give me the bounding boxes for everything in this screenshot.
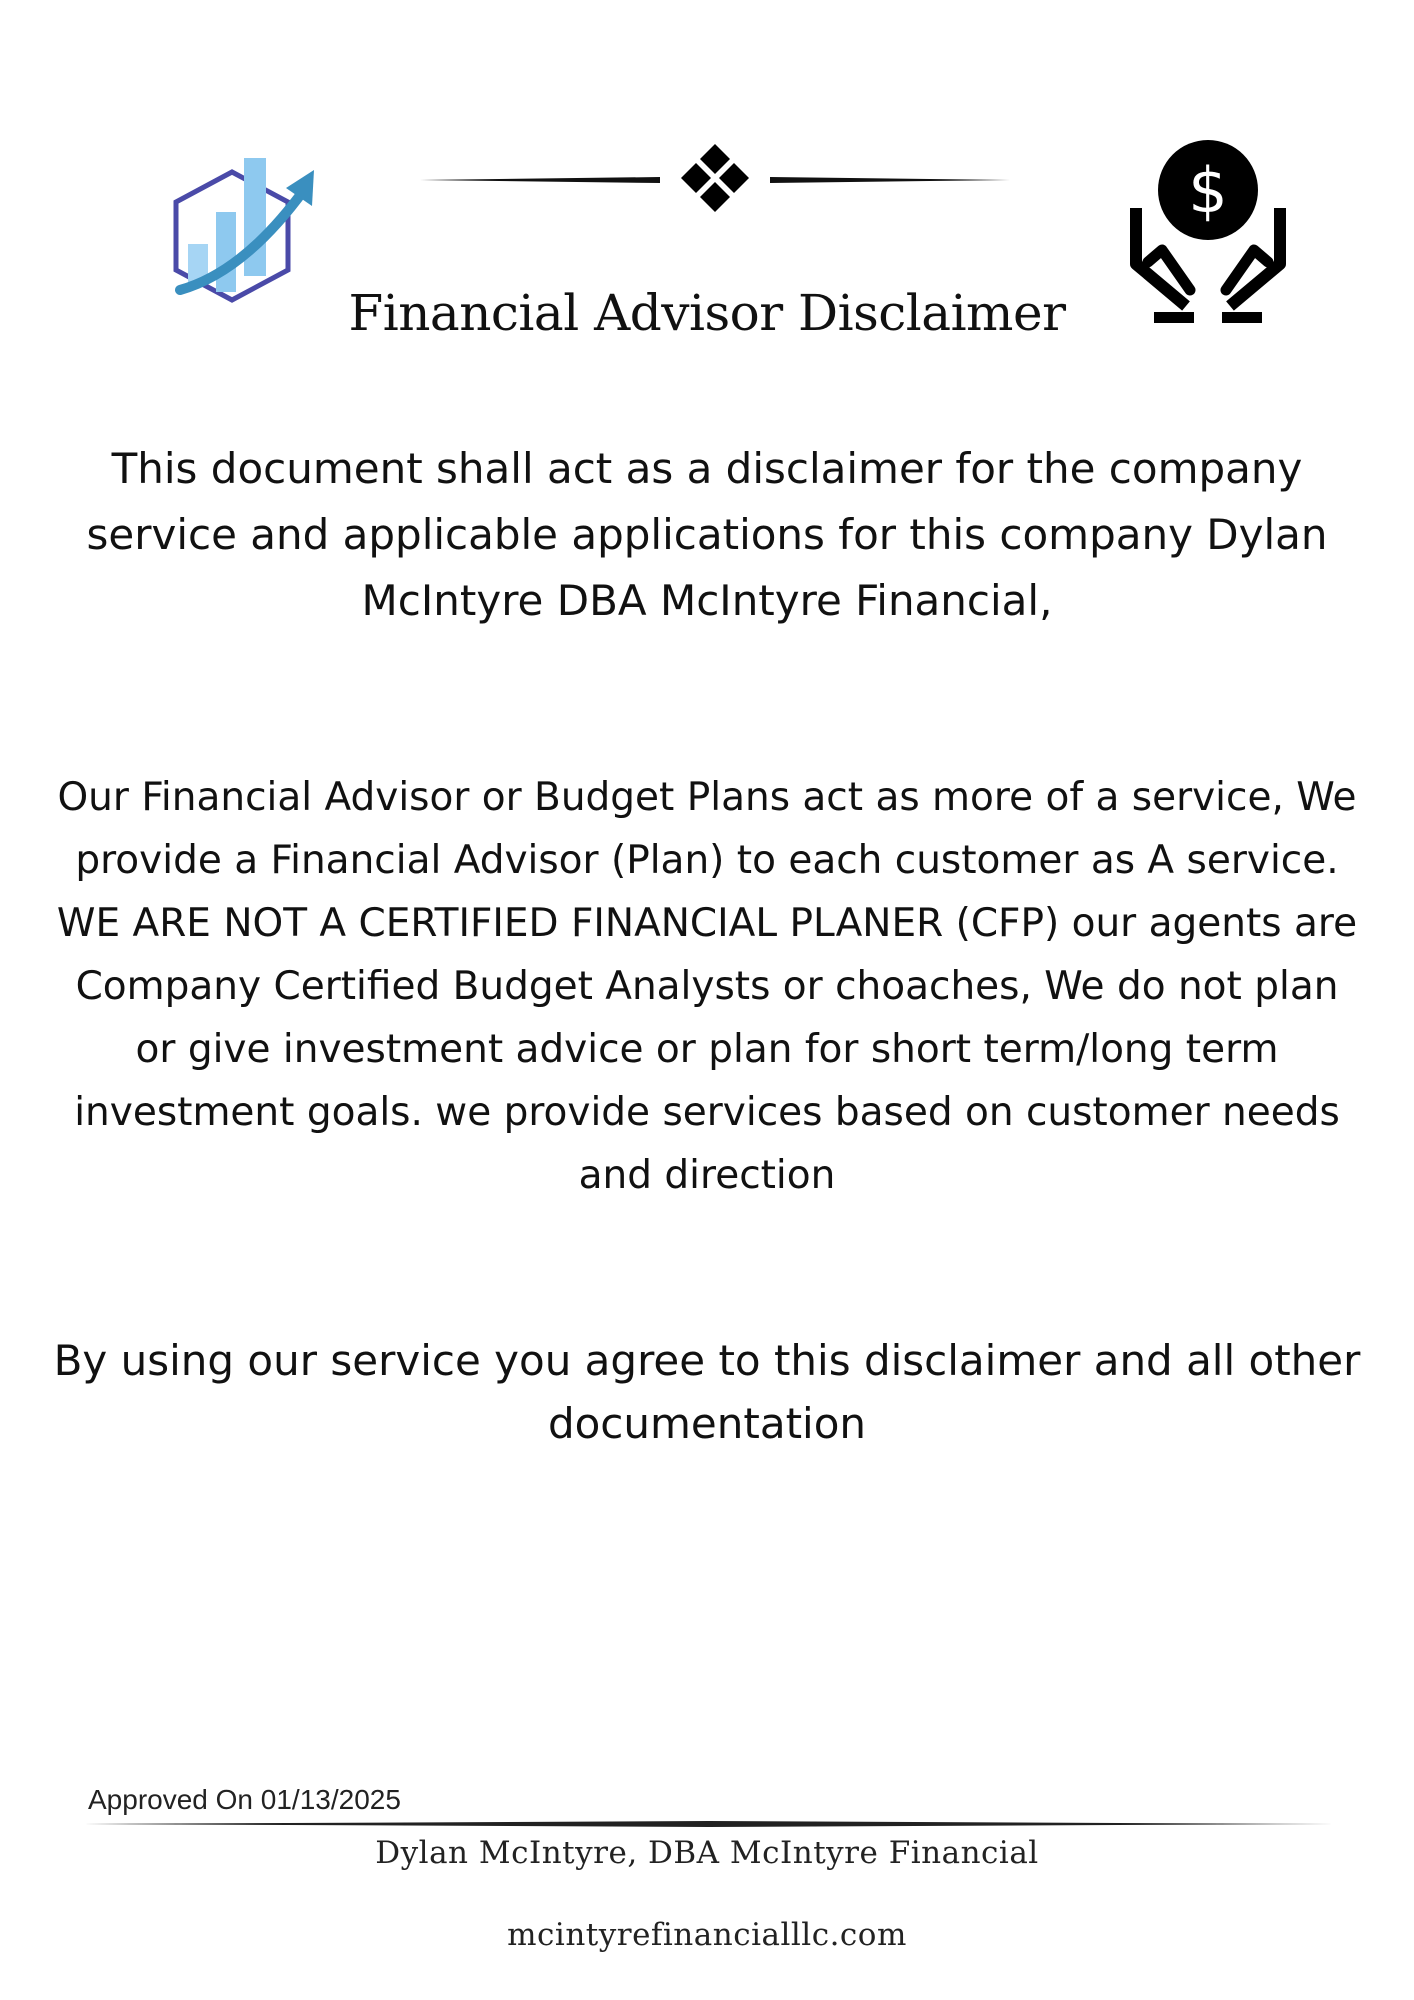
svg-text:$: $ (1188, 154, 1228, 227)
diamond-ornament-divider (420, 140, 1010, 220)
document-title: Financial Advisor Disclaimer (348, 284, 1066, 342)
footer-website-link[interactable]: mcintyrefinancialllc.com (507, 1917, 907, 1953)
intro-paragraph: This document shall act as a disclaimer for the company service and applicable applications for this company Dylan McIntyre DBA McIntyre Financial, (86, 444, 1328, 625)
footer-divider (84, 1818, 1334, 1830)
agreement-paragraph: By using our service you agree to this disclaimer and all other documentation (53, 1336, 1361, 1448)
service-description-paragraph: Our Financial Advisor or Budget Plans act as more of a service, We provide a Financial Advisor (Plan) to each customer as A service. WE ARE NOT A CERTIFIED FINANCIAL PLANER (CFP) our agents are Company Certified Budget Analysts or choaches, We do not plan or give investment advice or plan for short term/long term investment goals. we provide services based on customer needs and direction (56, 775, 1358, 1198)
footer-company-name: Dylan McIntyre, DBA McIntyre Financial (375, 1835, 1039, 1871)
approval-date: Approved On 01/13/2025 (88, 1784, 401, 1815)
